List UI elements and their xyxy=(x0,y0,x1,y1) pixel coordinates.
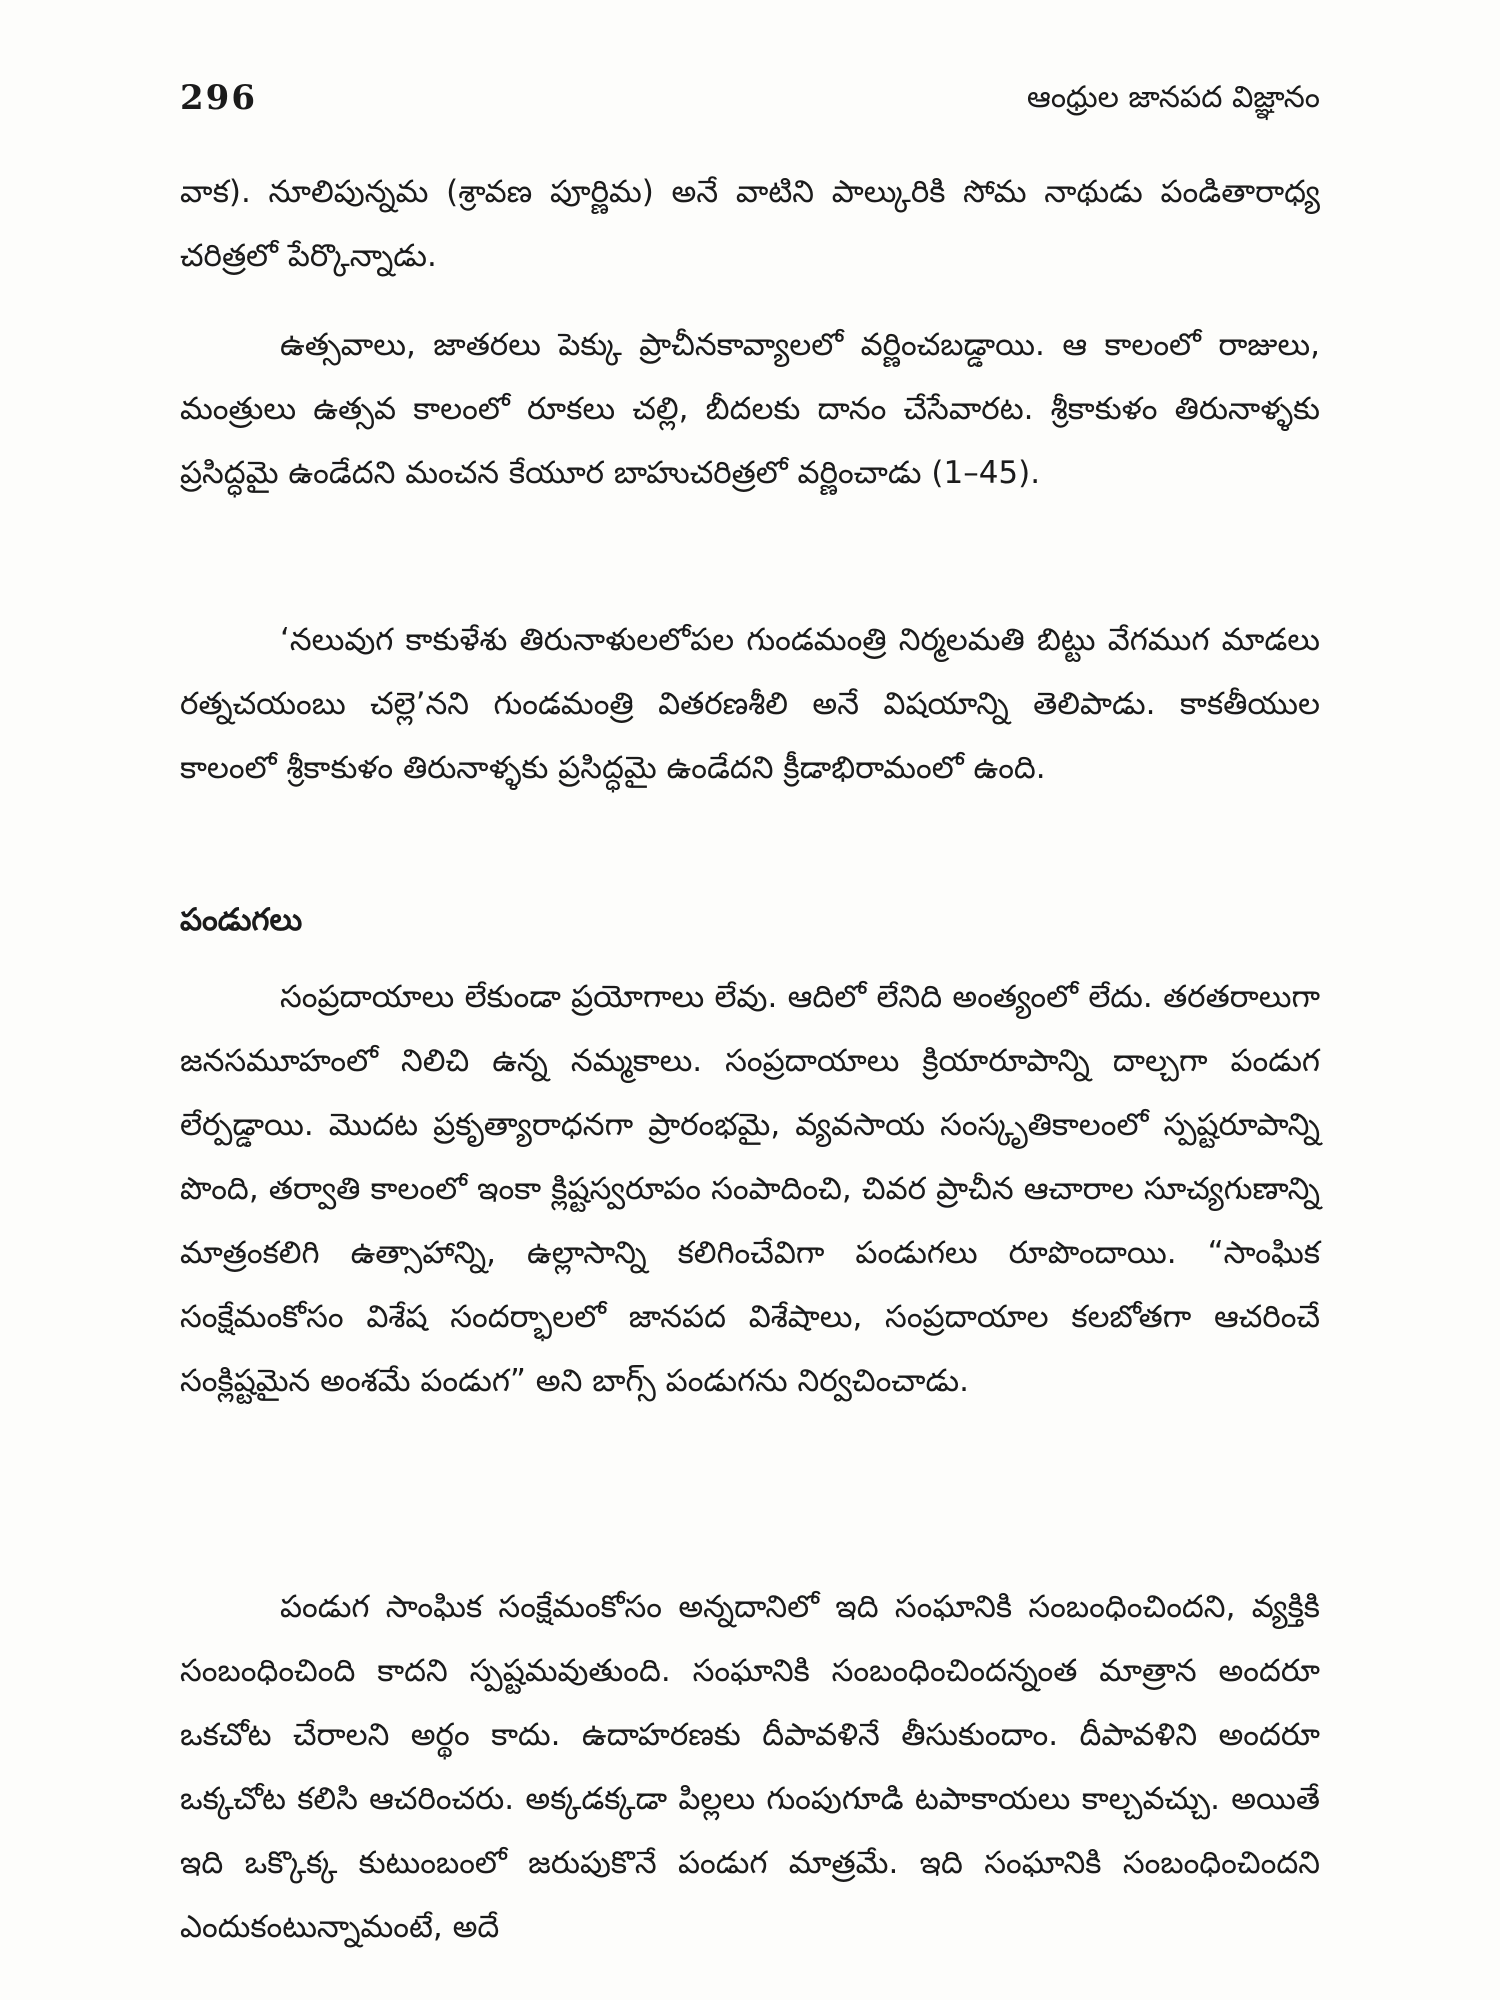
paragraph-continued: వాక). నూలిపున్నమ (శ్రావణ పూర్ణిమ) అనే వాటిని పాల్కురికి సోమ నాథుడు పండితారాధ్య చరిత్రలో పేర్కొన్నాడు. xyxy=(180,174,1320,274)
paragraph-social-welfare: పండుగ సాంఘిక సంక్షేమంకోసం అన్నదానిలో ఇది సంఘానికి సంబంధించిందని, వ్యక్తికి సంబంధించింది కాదని స్పష్టమవుతుంది. సంఘానికి సంబంధించిందన్నంత మాత్రాన అందరూ ఒకచోట చేరాలని అర్థం కాదు. ఉదాహరణకు దీపావళినే తీసుకుందాం. దీపావళిని అందరూ ఒక్కచోట కలిసి ఆచరించరు. అక్కడక్కడా పిల్లలు గుంపుగూడి టపాకాయలు కాల్చవచ్చు. అయితే ఇది ఒక్కొక్క కుటుంబంలో జరుపుకొనే పండుగ మాత్రమే. ఇది సంఘానికి సంబంధించిందని ఎందుకంటున్నామంటే, అదే xyxy=(180,1589,1320,1945)
paragraph-traditions: సంప్రదాయాలు లేకుండా ప్రయోగాలు లేవు. ఆదిలో లేనిది అంత్యంలో లేదు. తరతరాలుగా జనసమూహంలో నిలిచి ఉన్న నమ్మకాలు. సంప్రదాయాలు క్రియారూపాన్ని దాల్చగా పండుగ లేర్పడ్డాయి. మొదట ప్రకృత్యారాధనగా ప్రారంభమై, వ్యవసాయ సంస్కృతికాలంలో స్పష్టరూపాన్ని పొంది, తర్వాతి కాలంలో ఇంకా క్లిష్టస్వరూపం సంపాదించి, చివర ప్రాచీన ఆచారాల సూచ్యగుణాన్ని మాత్రంకలిగి ఉత్సాహాన్ని, ఉల్లాసాన్ని కలిగించేవిగా పండుగలు రూపొందాయి. “సాంఘిక సంక్షేమంకోసం విశేష సందర్భాలలో జానపద విశేషాలు, సంప్రదాయాల కలబోతగా ఆచరించే సంక్లిష్టమైన అంశమే పండుగ” అని బాగ్స్ పండుగను నిర్వచించాడు. xyxy=(180,979,1320,1399)
page-number: 296 xyxy=(180,78,257,118)
section-heading: పండుగలు xyxy=(180,902,303,938)
running-title: ఆంధ్రుల జానపద విజ్ఞానం xyxy=(1026,80,1320,115)
running-head xyxy=(180,78,1320,128)
paragraph-srikakulam-quote: ‘నలువుగ కాకుళేశు తిరునాళులలోపల గుండమంత్రి నిర్మలమతి బిట్టు వేగముగ మాడలు రత్నచయంబు చల్లె’నని గుండమంత్రి వితరణశీలి అనే విషయాన్ని తెలిపాడు. కాకతీయుల కాలంలో శ్రీకాకుళం తిరునాళ్ళకు ప్రసిద్ధమై ఉండేదని క్రీడాభిరామంలో ఉంది. xyxy=(180,622,1320,786)
paragraph-festivals-in-kavyas: ఉత్సవాలు, జాతరలు పెక్కు ప్రాచీనకావ్యాలలో వర్ణించబడ్డాయి. ఆ కాలంలో రాజులు, మంత్రులు ఉత్సవ కాలంలో రూకలు చల్లి, బీదలకు దానం చేసేవారట. శ్రీకాకుళం తిరునాళ్ళకు ప్రసిద్ధమై ఉండేదని మంచన కేయూర బాహుచరిత్రలో వర్ణించాడు (1–45). xyxy=(180,327,1320,491)
